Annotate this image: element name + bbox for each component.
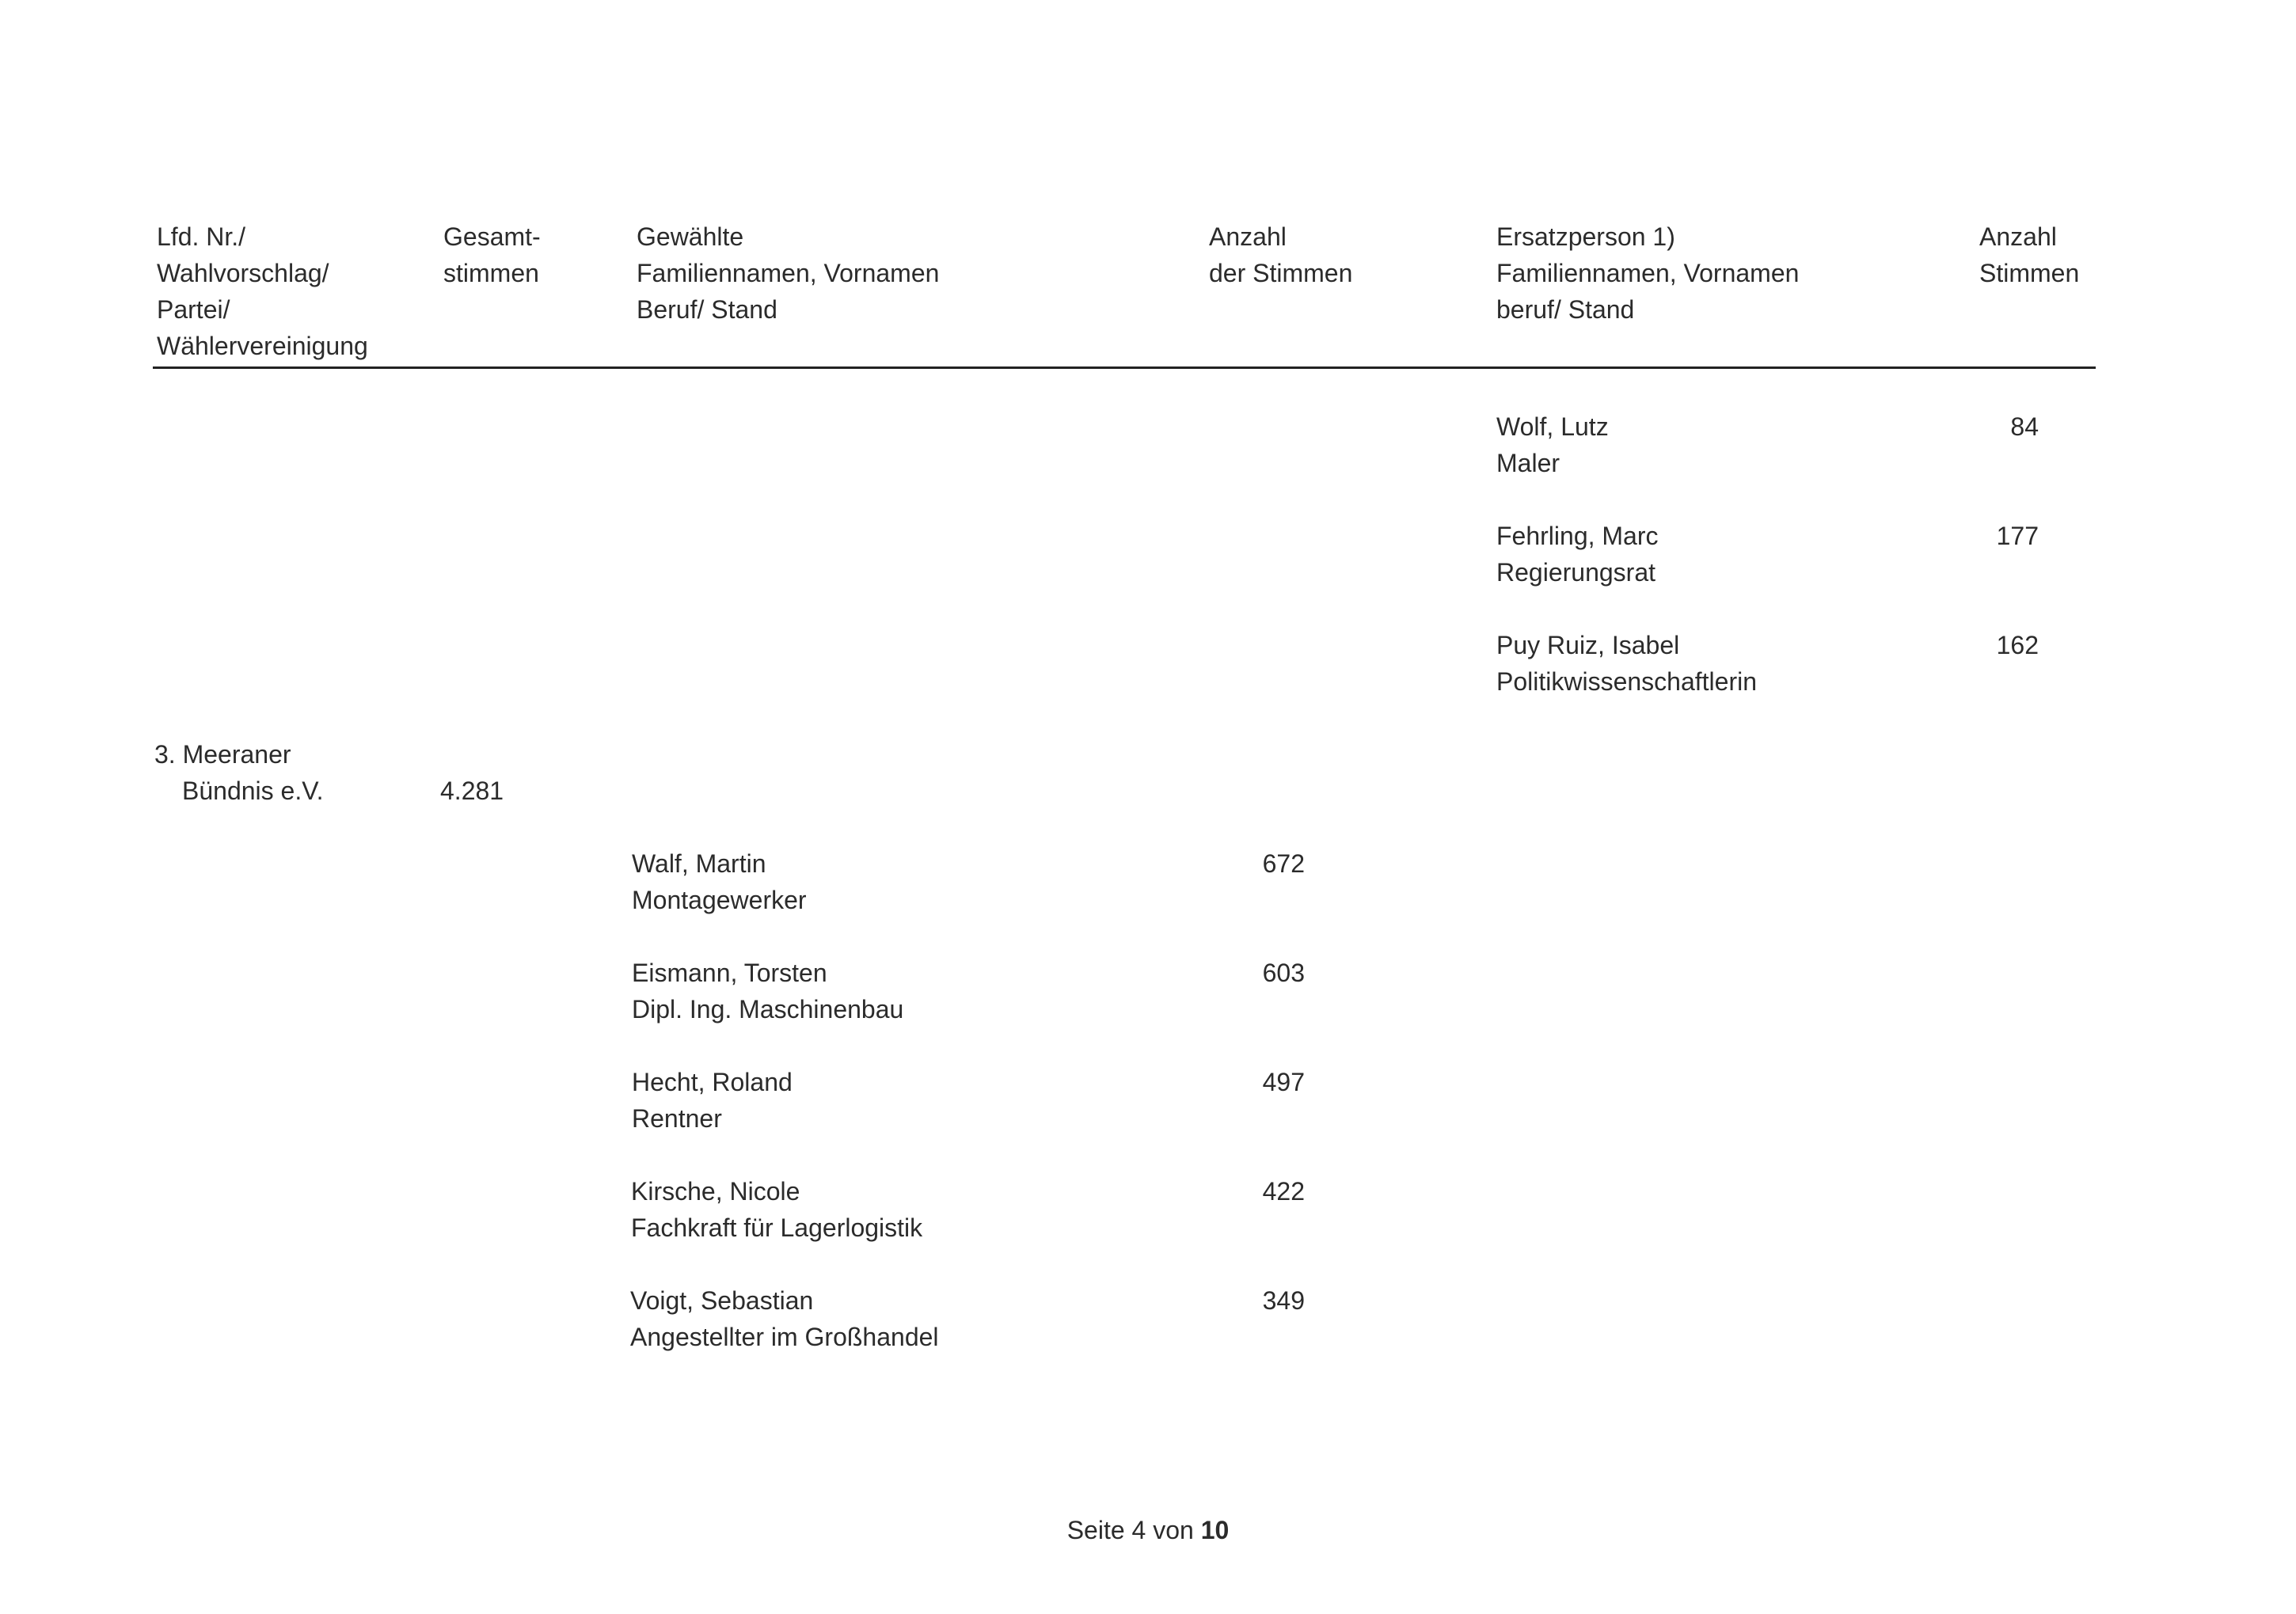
party-name-line2: Bündnis e.V. (182, 777, 324, 805)
header-text: beruf/ Stand (1496, 295, 1635, 324)
elected-name: Kirsche, Nicole (631, 1177, 800, 1206)
header-text: Anzahl (1979, 222, 2057, 251)
substitute-entry (1496, 408, 1609, 481)
header-text: Partei/ (157, 295, 230, 324)
header-text: stimmen (443, 259, 539, 287)
elected-name: Walf, Martin (632, 849, 766, 878)
elected-job: Fachkraft für Lagerlogistik (631, 1213, 923, 1242)
header-gewaehlte (637, 218, 939, 328)
header-divider (153, 366, 2096, 369)
header-text: Familiennamen, Vornamen (637, 259, 940, 287)
substitute-job: Regierungsrat (1496, 558, 1655, 587)
party-name-line1: 3. Meeraner (154, 740, 291, 769)
elected-votes: 603 (1262, 959, 1305, 987)
elected-votes: 672 (1262, 849, 1305, 878)
substitute-job: Politikwissenschaftlerin (1496, 667, 1758, 696)
elected-entry (631, 1173, 922, 1246)
header-anzahl-ersatz (1979, 218, 2079, 291)
footer-page-number: 4 (1131, 1516, 1146, 1544)
substitute-name: Fehrling, Marc (1496, 522, 1659, 550)
elected-job: Dipl. Ing. Maschinenbau (632, 995, 904, 1023)
party-total-votes: 4.281 (440, 777, 504, 805)
header-text: Ersatzperson 1) (1496, 222, 1675, 251)
header-text: Beruf/ Stand (637, 295, 777, 324)
header-text: Gesamt- (443, 222, 541, 251)
header-text: Anzahl (1209, 222, 1287, 251)
elected-name: Hecht, Roland (632, 1068, 793, 1096)
substitute-name: Puy Ruiz, Isabel (1496, 631, 1680, 659)
substitute-entry (1496, 518, 1659, 591)
header-text: Lfd. Nr./ (157, 222, 246, 251)
elected-entry (632, 1064, 793, 1137)
elected-job: Angestellter im Großhandel (630, 1323, 939, 1351)
header-text: Wählervereinigung (157, 332, 368, 360)
elected-votes: 349 (1262, 1286, 1305, 1315)
footer-of: von (1153, 1516, 1194, 1544)
footer-total-pages: 10 (1200, 1516, 1230, 1544)
header-anzahl-stimmen (1209, 218, 1352, 291)
elected-votes: 497 (1262, 1068, 1305, 1096)
elected-job: Montagewerker (632, 886, 807, 914)
substitute-entry (1496, 627, 1757, 700)
footer-prefix: Seite (1066, 1516, 1125, 1544)
elected-job: Rentner (632, 1104, 722, 1133)
substitute-votes: 84 (2010, 412, 2039, 441)
elected-entry (630, 1282, 939, 1355)
substitute-job: Maler (1496, 449, 1560, 477)
elected-name: Voigt, Sebastian (630, 1286, 814, 1315)
header-ersatzperson (1496, 218, 1799, 328)
header-text: Gewählte (637, 222, 744, 251)
header-lfd-nr (157, 218, 368, 364)
elected-entry (632, 955, 903, 1027)
header-text: Familiennamen, Vornamen (1496, 259, 1800, 287)
header-text: Stimmen (1979, 259, 2080, 287)
substitute-name: Wolf, Lutz (1496, 412, 1609, 441)
elected-entry (632, 845, 807, 918)
elected-name: Eismann, Torsten (632, 959, 827, 987)
header-text: der Stimmen (1209, 259, 1353, 287)
substitute-votes: 162 (1996, 631, 2039, 659)
header-text: Wahlvorschlag/ (157, 259, 329, 287)
header-gesamtstimmen (443, 218, 541, 291)
elected-votes: 422 (1262, 1177, 1305, 1206)
substitute-votes: 177 (1996, 522, 2039, 550)
page-footer (0, 1512, 2296, 1548)
